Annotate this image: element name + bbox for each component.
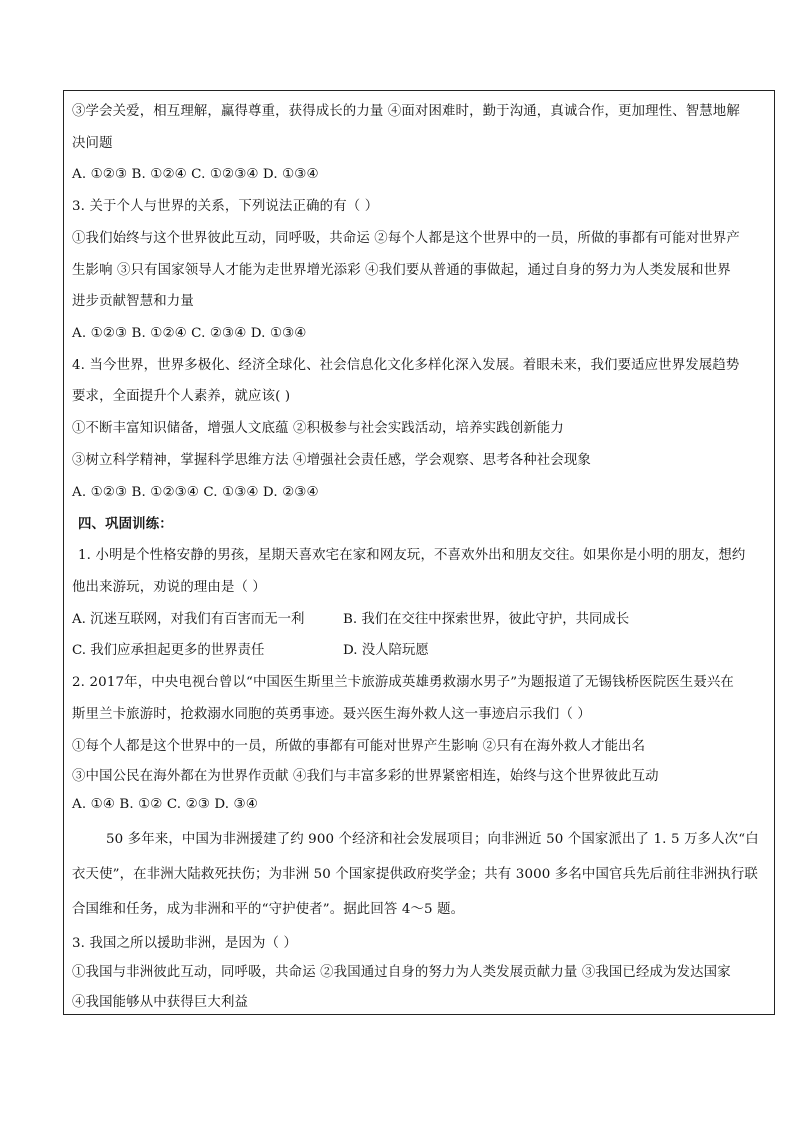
text-line: ①我国与非洲彼此互动，同呼吸，共命运 ②我国通过自身的努力为人类发展贡献力量 ③我国已经成为发达国家 bbox=[72, 965, 731, 980]
text-line: ③树立科学精神，掌握科学思维方法 ④增强社会责任感，学会观察、思考各种社会现象 bbox=[72, 453, 591, 468]
answer-options: A. ①②③ B. ①②④ C. ①②③④ D. ①③④ bbox=[72, 167, 319, 182]
text-line: ③学会关爱，相互理解，赢得尊重，获得成长的力量 ④面对困难时，勤于沟通，真诚合作，更加理性、智慧地解 bbox=[72, 104, 740, 119]
passage-line: 50 多年来，中国为非洲援建了约 900 个经济和社会发展项目；向非洲近 50 个国家派出了 1. 5 万多人次“白 bbox=[106, 832, 759, 847]
answer-options: A. ①②③ B. ①②④ C. ②③④ D. ①③④ bbox=[72, 326, 307, 341]
answer-options: A. ①④ B. ①② C. ②③ D. ③④ bbox=[72, 797, 258, 812]
text-line: 进步贡献智慧和力量 bbox=[72, 294, 194, 309]
question-1: 1. 小明是个性格安静的男孩，星期天喜欢宅在家和网友玩，不喜欢外出和朋友交往。如果你是小明的朋友，想约 bbox=[78, 548, 746, 563]
text-line: ①不断丰富知识储备，增强人文底蕴 ②积极参与社会实践活动，培养实践创新能力 bbox=[72, 421, 564, 436]
question-3: 3. 关于个人与世界的关系，下列说法正确的有（ ） bbox=[72, 199, 379, 214]
question-2: 2. 2017年，中央电视台曾以“中国医生斯里兰卡旅游成英雄勇救溺水男子”为题报道了无锡钱桥医院医生聂兴在 bbox=[72, 675, 734, 690]
question-3b: 3. 我国之所以援助非洲，是因为（ ） bbox=[72, 936, 297, 951]
text-line: 要求，全面提升个人素养，就应该( ) bbox=[72, 389, 291, 404]
option-b: B. 我们在交往中探索世界，彼此守护，共同成长 bbox=[343, 612, 630, 627]
option-d: D. 没人陪玩愿 bbox=[343, 643, 429, 658]
text-line: 生影响 ③只有国家领导人才能为走世界增光添彩 ④我们要从普通的事做起，通过自身的努力为人类发展和世界 bbox=[72, 263, 731, 278]
section-heading: 四、巩固训练： bbox=[78, 516, 173, 532]
text-line: ③中国公民在海外都在为世界作贡献 ④我们与丰富多彩的世界紧密相连，始终与这个世界彼此互动 bbox=[72, 769, 659, 784]
question-4: 4. 当今世界，世界多极化、经济全球化、社会信息化文化多样化深入发展。着眼未来，我们要适应世界发展趋势 bbox=[72, 358, 740, 373]
option-c: C. 我们应承担起更多的世界责任 bbox=[72, 643, 265, 658]
text-line: ④我国能够从中获得巨大利益 bbox=[72, 995, 249, 1010]
text-line: 决问题 bbox=[72, 136, 113, 151]
passage-line: 合国维和任务，成为非洲和平的“守护使者”。据此回答 4～5 题。 bbox=[72, 902, 465, 917]
text-line: ①我们始终与这个世界彼此互动，同呼吸，共命运 ②每个人都是这个世界中的一员，所做的事都有可能对世界产 bbox=[72, 231, 740, 246]
option-a: A. 沉迷互联网，对我们有百害而无一利 bbox=[72, 612, 305, 627]
text-line: ①每个人都是这个世界中的一员，所做的事都有可能对世界产生影响 ②只有在海外救人才能出名 bbox=[72, 739, 646, 754]
text-line: 斯里兰卡旅游时，抢救溺水同胞的英勇事迹。聂兴医生海外救人这一事迹启示我们（ ） bbox=[72, 707, 591, 722]
passage-line: 衣天使”，在非洲大陆救死扶伤；为非洲 50 个国家提供政府奖学金；共有 3000 多名中国官兵先后前往非洲执行联 bbox=[72, 867, 758, 882]
text-line: 他出来游玩，劝说的理由是（ ） bbox=[72, 580, 266, 595]
answer-options: A. ①②③ B. ①②③④ C. ①③④ D. ②③④ bbox=[72, 485, 319, 500]
